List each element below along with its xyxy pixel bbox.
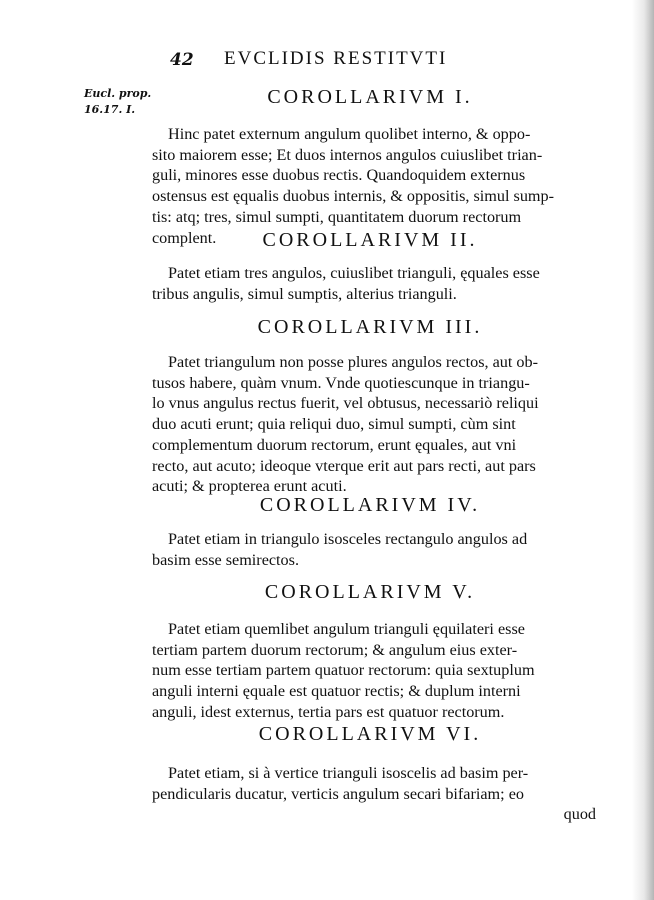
margin-note-line: 16.17. I. bbox=[84, 103, 136, 116]
running-head bbox=[0, 44, 654, 74]
text-line: complent. bbox=[152, 228, 217, 247]
corollary-heading: COROLLARIVM IV. bbox=[259, 494, 481, 516]
page-edge-shadow bbox=[632, 0, 654, 900]
text-line: tis: atq; tres, simul sumpti, quantitatem duorum rectorum bbox=[152, 207, 522, 226]
text-line: num esse tertiam partem quatuor rectorum: quia sextuplum bbox=[152, 661, 535, 680]
corollary-text bbox=[152, 619, 596, 723]
corollary-text bbox=[152, 263, 596, 304]
running-title: EVCLIDIS RESTITVTI bbox=[224, 48, 448, 69]
text-line: Patet triangulum non posse plures angulos rectos, aut ob- bbox=[168, 353, 538, 371]
text-line: lo vnus angulus rectus fuerit, vel obtusus, necessariò reliqui bbox=[152, 394, 539, 413]
text-line: Patet etiam tres angulos, cuiuslibet trianguli, ęquales esse bbox=[168, 264, 540, 282]
text-line: Patet etiam in triangulo isosceles rectangulo angulos ad bbox=[168, 530, 528, 548]
text-line: complementum duorum rectorum, erunt ęquales, aut vni bbox=[152, 435, 517, 454]
corollary-heading: COROLLARIVM I. bbox=[267, 86, 473, 108]
corollary-heading: COROLLARIVM V. bbox=[264, 581, 476, 603]
corollary-text bbox=[152, 763, 596, 825]
text-line: anguli interni ęquale est quatuor rectis; & duplum interni bbox=[152, 682, 521, 701]
text-line: Patet etiam quemlibet angulum trianguli ęquilateri esse bbox=[168, 620, 525, 638]
text-line: tusos habere, quàm vnum. Vnde quotiescunque in triangu- bbox=[152, 373, 530, 392]
corollary-text bbox=[152, 529, 596, 570]
text-line: tribus angulis, simul sumptis, alterius trianguli. bbox=[152, 284, 457, 303]
text-line: Hinc patet externum angulum quolibet interno, & oppo- bbox=[168, 125, 531, 143]
text-line: Patet etiam, si à vertice trianguli isoscelis ad basim per- bbox=[168, 764, 529, 782]
text-line: duo acuti erunt; quia reliqui duo, simul sumpti, cùm sint bbox=[152, 415, 516, 434]
corollary-heading: COROLLARIVM II. bbox=[262, 229, 478, 251]
text-line: guli, minores esse duobus rectis. Quandoquidem externus bbox=[152, 166, 526, 185]
text-line: ostensus est ęqualis duobus internis, & oppositis, simul sump- bbox=[152, 187, 554, 206]
text-line: tertiam partem duorum rectorum; & angulum eius exter- bbox=[152, 640, 518, 659]
corollary-heading: COROLLARIVM III. bbox=[257, 316, 483, 338]
text-line: recto, aut acuto; ideoque vterque erit aut pars recti, aut pars bbox=[152, 456, 536, 475]
page-number: 42 bbox=[170, 50, 194, 70]
text-line: basim esse semirectos. bbox=[152, 550, 299, 569]
margin-note-line: Eucl. prop. bbox=[84, 87, 152, 100]
text-line: pendicularis ducatur, verticis angulum secari bifariam; eo bbox=[152, 784, 524, 803]
corollary-heading: COROLLARIVM VI. bbox=[258, 723, 482, 745]
text-line: sito maiorem esse; Et duos internos angulos cuiuslibet trian- bbox=[152, 145, 543, 164]
catchword: quod bbox=[563, 805, 596, 824]
text-line: acuti; & propterea erunt acuti. bbox=[152, 477, 347, 496]
corollary-text bbox=[152, 352, 596, 497]
text-line: anguli, idest externus, tertia pars est quatuor rectorum. bbox=[152, 702, 505, 721]
